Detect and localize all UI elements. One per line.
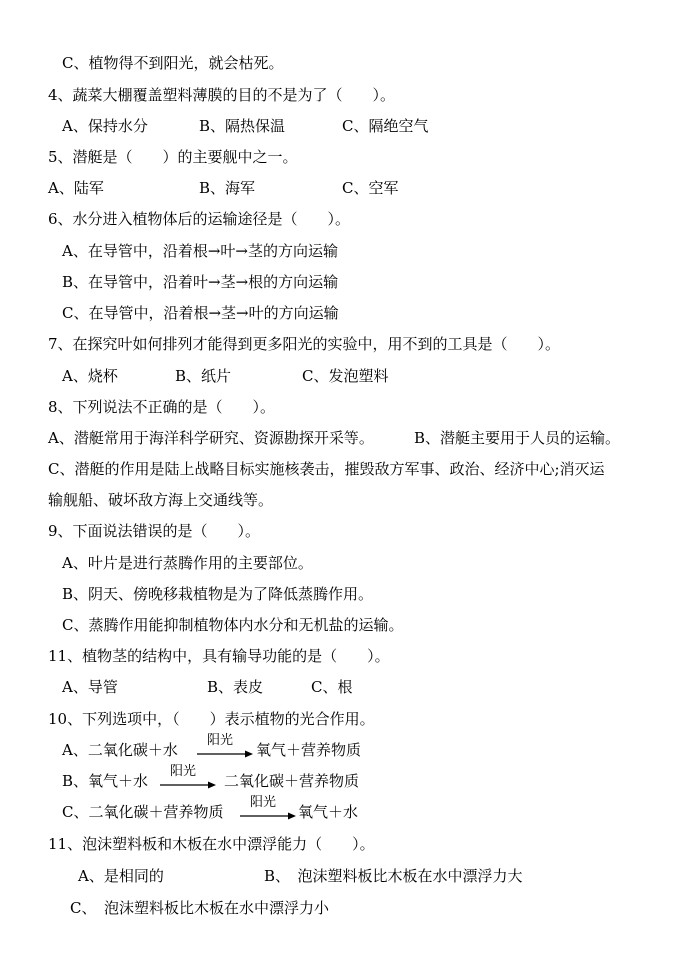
q9-option-a: A、叶片是进行蒸腾作用的主要部位。 bbox=[62, 554, 313, 572]
q11a-option-b: B、表皮 bbox=[207, 678, 264, 696]
q9-option-b: B、阴天、傍晚移栽植物是为了降低蒸腾作用。 bbox=[62, 585, 374, 603]
q7-option-b: B、纸片 bbox=[175, 367, 232, 385]
q10-stem: 10、下列选项中，（ ）表示植物的光合作用。 bbox=[48, 710, 375, 728]
reaction-arrow-label: 阳光 bbox=[250, 795, 277, 810]
right-arrow-icon bbox=[240, 811, 296, 821]
q5-option-b: B、海军 bbox=[199, 179, 256, 197]
reaction-arrow-c bbox=[240, 795, 296, 823]
q11b-stem: 11、泡沫塑料板和木板在水中漂浮能力（ ）。 bbox=[48, 835, 375, 853]
right-arrow-icon bbox=[160, 780, 216, 790]
q4-option-c: C、隔绝空气 bbox=[342, 117, 429, 135]
q5-option-a: A、陆军 bbox=[48, 179, 104, 197]
q9-option-c: C、蒸腾作用能抑制植物体内水分和无机盐的运输。 bbox=[62, 616, 404, 634]
reaction-arrow-b bbox=[160, 764, 216, 792]
reaction-arrow-a bbox=[197, 733, 253, 761]
q10-option-a-right: 氧气＋营养物质 bbox=[256, 741, 362, 759]
q10-option-b-right: 二氧化碳＋营养物质 bbox=[224, 772, 360, 790]
q3-option-c: C、植物得不到阳光，就会枯死。 bbox=[62, 54, 284, 72]
q4-option-a: A、保持水分 bbox=[62, 117, 148, 135]
q8-option-c-line2: 输舰船、破坏敌方海上交通线等。 bbox=[48, 491, 274, 509]
q11a-stem: 11、植物茎的结构中，具有输导功能的是（ ）。 bbox=[48, 647, 390, 665]
q11b-option-a: A、是相同的 bbox=[78, 867, 164, 885]
q11a-option-a: A、导管 bbox=[62, 678, 118, 696]
reaction-arrow-label: 阳光 bbox=[207, 733, 234, 748]
q5-option-c: C、空军 bbox=[342, 179, 399, 197]
q7-option-a: A、烧杯 bbox=[62, 367, 118, 385]
q10-option-a-left: A、二氧化碳＋水 bbox=[62, 741, 178, 759]
q6-option-b: B、在导管中，沿着叶→茎→根的方向运输 bbox=[62, 273, 339, 291]
reaction-arrow-label: 阳光 bbox=[170, 764, 197, 779]
q5-stem: 5、潜艇是（ ）的主要舰中之一。 bbox=[48, 148, 298, 166]
q10-option-b-left: B、氧气＋水 bbox=[62, 772, 149, 790]
q4-option-b: B、隔热保温 bbox=[199, 117, 286, 135]
q7-option-c: C、发泡塑料 bbox=[302, 367, 389, 385]
q8-option-b: B、潜艇主要用于人员的运输。 bbox=[414, 429, 621, 447]
q10-option-c-left: C、二氧化碳＋营养物质 bbox=[62, 803, 224, 821]
q8-option-a: A、潜艇常用于海洋科学研究、资源勘探开采等。 bbox=[48, 429, 374, 447]
q11b-option-b: B、 泡沫塑料板比木板在水中漂浮力大 bbox=[264, 867, 523, 885]
q11a-option-c: C、根 bbox=[311, 678, 353, 696]
q6-option-a: A、在导管中，沿着根→叶→茎的方向运输 bbox=[62, 242, 338, 260]
q8-stem: 8、下列说法不正确的是（ ）。 bbox=[48, 398, 276, 416]
q4-stem: 4、蔬菜大棚覆盖塑料薄膜的目的不是为了（ ）。 bbox=[48, 86, 396, 104]
right-arrow-icon bbox=[197, 749, 253, 759]
q7-stem: 7、在探究叶如何排列才能得到更多阳光的实验中，用不到的工具是（ ）。 bbox=[48, 335, 561, 353]
q11b-option-c: C、 泡沫塑料板比木板在水中漂浮力小 bbox=[70, 899, 329, 917]
q8-option-c-line1: C、潜艇的作用是陆上战略目标实施核袭击，摧毁敌方军事、政治、经济中心;消灭运 bbox=[48, 460, 605, 478]
q9-stem: 9、下面说法错误的是（ ）。 bbox=[48, 522, 261, 540]
q10-option-c-right: 氧气＋水 bbox=[298, 803, 359, 821]
q6-option-c: C、在导管中，沿着根→茎→叶的方向运输 bbox=[62, 304, 339, 322]
q6-stem: 6、水分进入植物体后的运输途径是（ ）。 bbox=[48, 210, 351, 228]
